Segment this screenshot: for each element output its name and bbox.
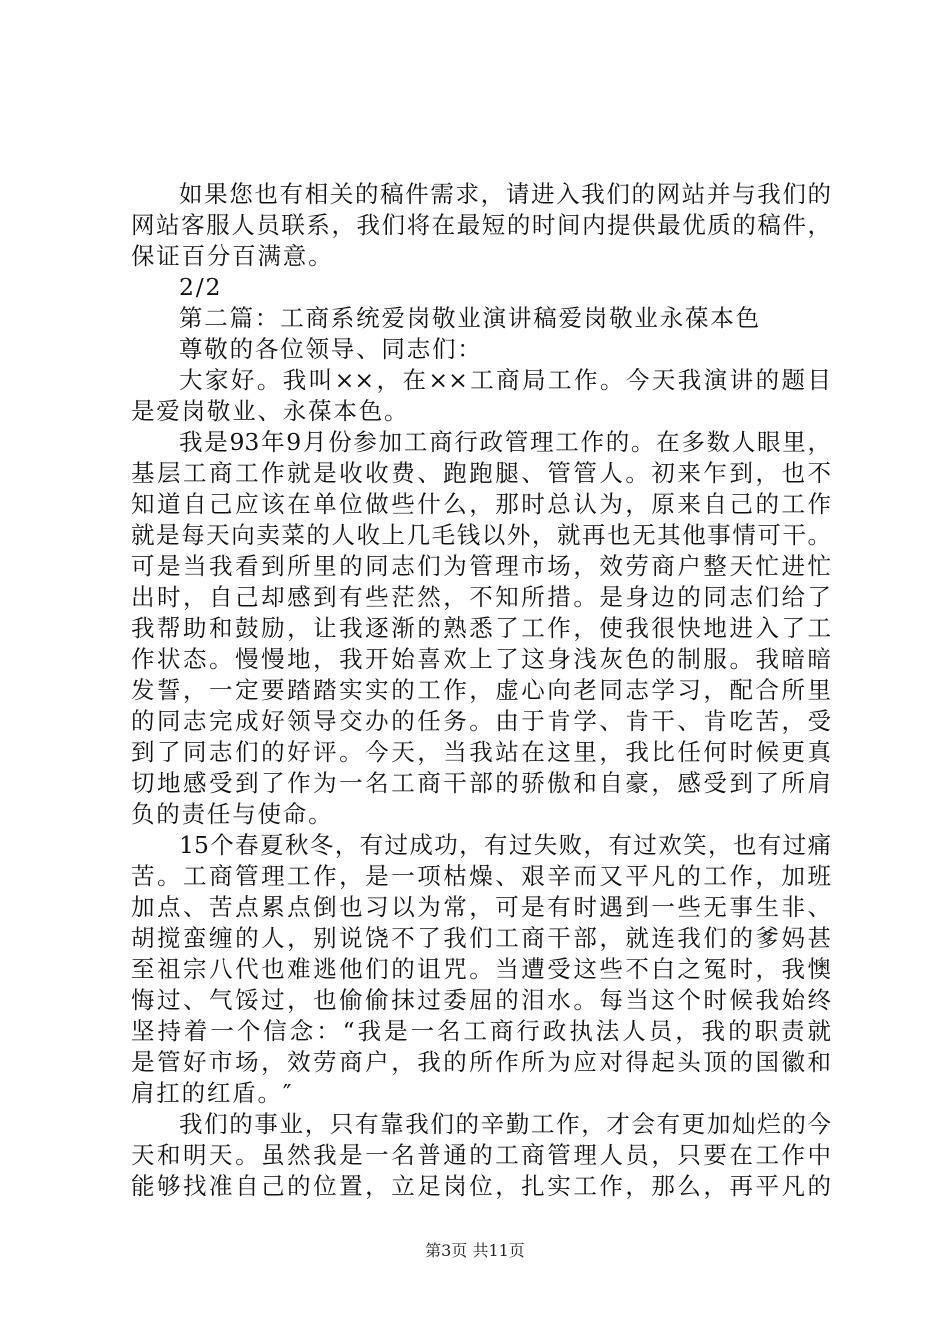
- paragraph-line: 负的责任与使命。: [131, 800, 334, 828]
- paragraph-line: 坚持着一个信念：“我是一名工商行政执法人员，我的职责就: [131, 1017, 831, 1045]
- paragraph-line: 就是每天向卖菜的人收上几毛钱以外，就再也无其他事情可干。: [131, 521, 831, 549]
- paragraph-line: 知道自己应该在单位做些什么，那时总认为，原来自己的工作: [131, 490, 831, 518]
- paragraph-line: 胡搅蛮缠的人，别说饶不了我们工商干部，就连我们的爹妈甚: [131, 924, 831, 952]
- paragraph-line: 至祖宗八代也难逃他们的诅咒。当遭受这些不白之冤时，我懊: [131, 955, 831, 983]
- page-number-footer: 第3页 共11页: [425, 1241, 525, 1260]
- paragraph-line: 我是93年9月份参加工商行政管理工作的。在多数人眼里，: [179, 428, 831, 456]
- page-marker: 2/2: [179, 273, 223, 301]
- paragraph-line: 网站客服人员联系，我们将在最短的时间内提供最优质的稿件，: [131, 211, 831, 239]
- paragraph-line: 可是当我看到所里的同志们为管理市场，效劳商户整天忙进忙: [131, 552, 831, 580]
- paragraph-line: 到了同志们的好评。今天，当我站在这里，我比任何时候更真: [131, 738, 831, 766]
- salutation: 尊敬的各位领导、同志们：: [179, 335, 483, 363]
- paragraph-line: 加点、苦点累点倒也习以为常，可是有时遇到一些无事生非、: [131, 893, 831, 921]
- paragraph-line: 的同志完成好领导交办的任务。由于肯学、肯干、肯吃苦，受: [131, 707, 831, 735]
- paragraph-line: 是管好市场，效劳商户，我的所作所为应对得起头顶的国徽和: [131, 1048, 831, 1076]
- paragraph-line: 15个春夏秋冬，有过成功，有过失败，有过欢笑，也有过痛: [179, 831, 831, 859]
- paragraph-line: 我帮助和鼓励，让我逐渐的熟悉了工作，使我很快地进入了工: [131, 614, 831, 642]
- paragraph-line: 苦。工商管理工作，是一项枯燥、艰辛而又平凡的工作，加班: [131, 862, 831, 890]
- paragraph-line: 我们的事业，只有靠我们的辛勤工作，才会有更加灿烂的今: [179, 1110, 831, 1138]
- paragraph-line: 是爱岗敬业、永葆本色。: [131, 397, 410, 425]
- paragraph-line: 发誓，一定要踏踏实实的工作，虚心向老同志学习，配合所里: [131, 676, 831, 704]
- paragraph-line: 出时，自己却感到有些茫然，不知所措。是身边的同志们给了: [131, 583, 831, 611]
- paragraph-line: 作状态。慢慢地，我开始喜欢上了这身浅灰色的制服。我暗暗: [131, 645, 831, 673]
- paragraph-line: 能够找准自己的位置，立足岗位，扎实工作，那么，再平凡的: [131, 1172, 831, 1200]
- paragraph-line: 切地感受到了作为一名工商干部的骄傲和自豪，感受到了所肩: [131, 769, 831, 797]
- paragraph-line: 悔过、气馁过，也偷偷抹过委屈的泪水。每当这个时候我始终: [131, 986, 831, 1014]
- paragraph-line: 天和明天。虽然我是一名普通的工商管理人员，只要在工作中: [131, 1141, 831, 1169]
- paragraph-line: 大家好。我叫××，在××工商局工作。今天我演讲的题目: [179, 366, 831, 394]
- paragraph-line: 肩扛的红盾。″: [131, 1079, 294, 1107]
- section-title: 第二篇：工商系统爱岗敬业演讲稿爱岗敬业永葆本色: [179, 304, 761, 332]
- paragraph-line: 基层工商工作就是收收费、跑跑腿、管管人。初来乍到，也不: [131, 459, 831, 487]
- paragraph-line: 保证百分百满意。: [131, 242, 334, 270]
- paragraph-line: 如果您也有相关的稿件需求，请进入我们的网站并与我们的: [179, 180, 831, 208]
